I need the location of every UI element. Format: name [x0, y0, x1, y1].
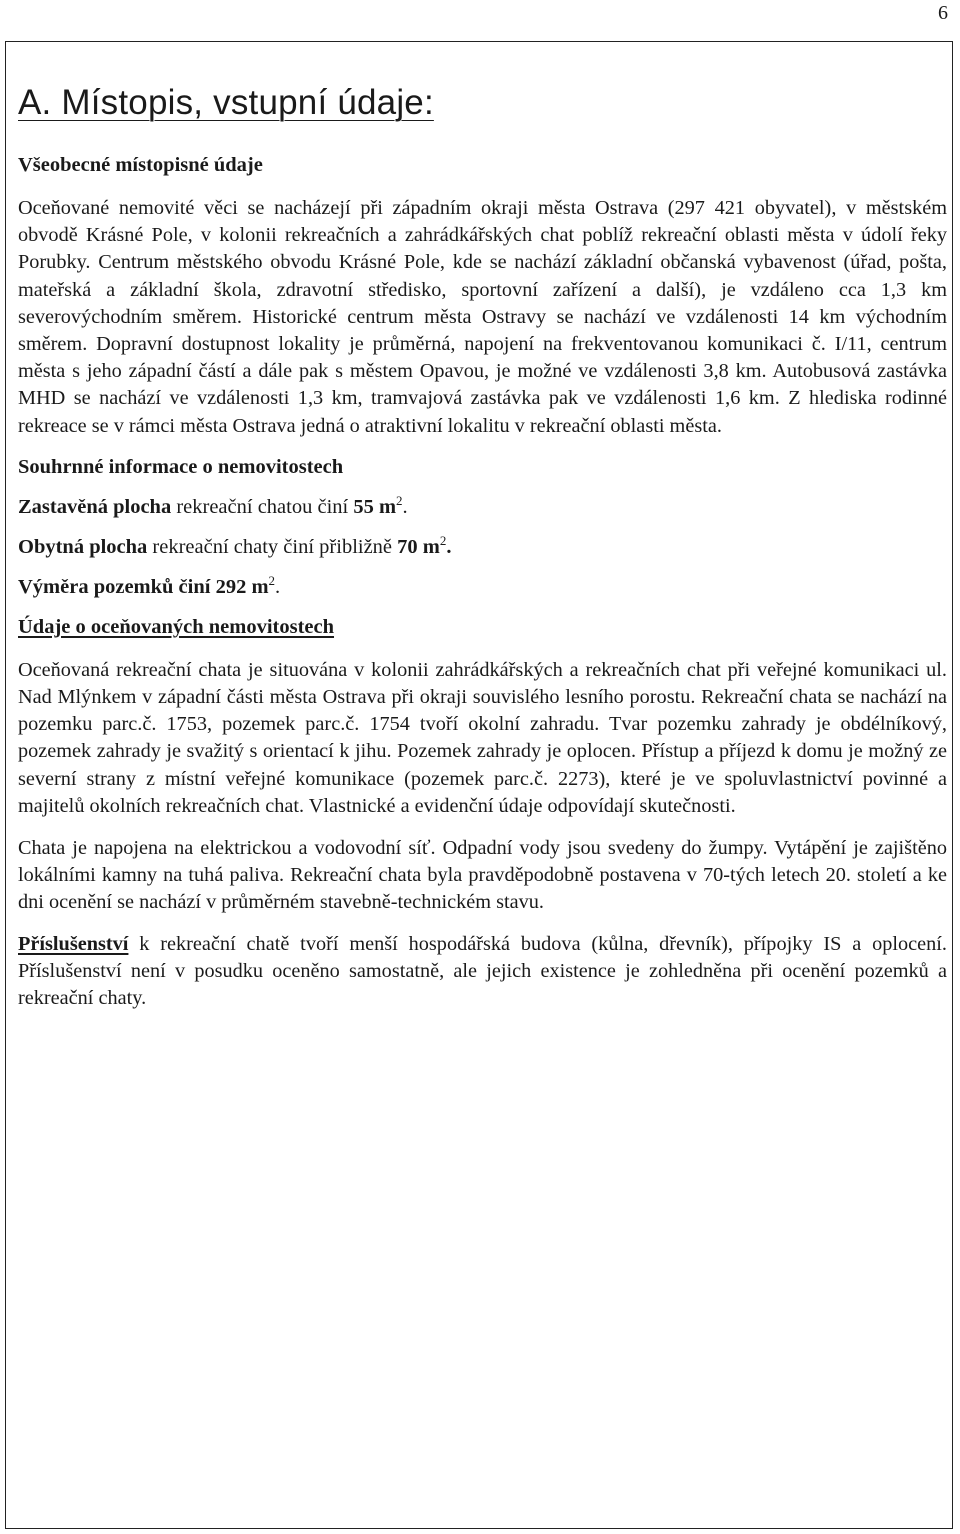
- living-area-sup: 2: [439, 532, 447, 548]
- built-area-end: .: [402, 495, 408, 518]
- built-area-line: [18, 493, 947, 521]
- built-area-value: 55 m: [353, 495, 397, 518]
- page-title: A. Místopis, vstupní údaje:: [18, 83, 434, 122]
- land-area-end: .: [275, 575, 281, 598]
- accessories-paragraph: [18, 931, 947, 1013]
- valued-paragraph-2: Chata je napojena na elektrickou a vodovodní síť. Odpadní vody jsou svedeny do žumpy. Vytápění je zajištěno lokálními kamny na tuhá paliva. Rekreační chata byla pravděpodobně postavena v 70-tých letech 20. století a ke dni ocenění se nachází v průměrném stavebně-technickém stavu.: [18, 837, 947, 914]
- page-number: 6: [938, 2, 948, 24]
- valued-heading: Údaje o oceňovaných nemovitostech: [18, 615, 335, 638]
- living-area-end: .: [446, 535, 452, 558]
- accessories-label: Příslušenství: [18, 932, 129, 955]
- built-area-text: rekreační chatou činí: [171, 495, 354, 518]
- accessories-text: k rekreační chatě tvoří menší hospodářská budova (kůlna, dřevník), přípojky IS a oplocení. Příslušenství není v posudku oceněno samostatně, ale jejich existence je zohledněna při ocenění pozemků a rekreační chaty.: [18, 932, 947, 1010]
- land-area-sup: 2: [268, 572, 276, 588]
- living-area-label: Obytná plocha: [18, 535, 148, 558]
- summary-heading: Souhrnné informace o nemovitostech: [18, 455, 344, 478]
- living-area-value: 70 m: [397, 535, 440, 558]
- general-paragraph: Oceňované nemovité věci se nacházejí při západním okraji města Ostrava (297 421 obyvatel), v městském obvodě Krásné Pole, v kolonii rekreačních a zahrádkářských chat poblíž rekreační oblasti města v údolí řeky Porubky. Centrum městského obvodu Krásné Pole, kde se nachází základní občanská vybavenost (úřad, pošta, mateřská a základní škola, zdravotní středisko, sportovní zařízení a další), je vzdáleno cca 1,3 km severovýchodním směrem. Historické centrum města Ostravy se nachází ve vzdálenosti 14 km východním směrem. Dopravní dostupnost lokality je průměrná, napojení na frekventovanou komunikaci č. I/11, centrum města s jeho západní částí a dále pak s městem Opavou, je možné ve vzdálenosti 3,8 km. Autobusová zastávka MHD se nachází ve vzdálenosti 1,3 km, tramvajová zastávka pak ve vzdálenosti 1,6 km. Z hlediska rodinné rekreace se v rámci města Ostrava jedná o atraktivní lokalitu v rekreační oblasti města.: [18, 197, 947, 437]
- general-heading: Všeobecné místopisné údaje: [18, 154, 263, 176]
- land-area-line: [18, 573, 947, 601]
- valued-paragraph-1: Oceňovaná rekreační chata je situována v kolonii zahrádkářských a rekreačních chat při veřejné komunikaci ul. Nad Mlýnkem v západní části města Ostrava při okraji souvislého lesního porostu. Rekreační chata se nachází na pozemku parc.č. 1753, pozemek parc.č. 1754 tvoří okolní zahradu. Tvar pozemku zahrady je obdélníkový, pozemek zahrady je svažitý s orientací k jihu. Pozemek zahrady je oplocen. Přístup a příjezd k domu je možný ze severní strany z místní veřejné komunikace (pozemek parc.č. 2273), které je ve spoluvlastnictví povinné a majitelů okolních rekreačních chat. Vlastnické a evidenční údaje odpovídají skutečnosti.: [18, 658, 947, 817]
- living-area-line: [18, 533, 947, 561]
- land-area-label: Výměra pozemků činí 292 m: [18, 575, 269, 598]
- living-area-text: rekreační chaty činí přibližně: [147, 535, 398, 558]
- built-area-label: Zastavěná plocha: [18, 495, 172, 518]
- built-area-sup: 2: [396, 492, 403, 508]
- document-content: [18, 41, 947, 1012]
